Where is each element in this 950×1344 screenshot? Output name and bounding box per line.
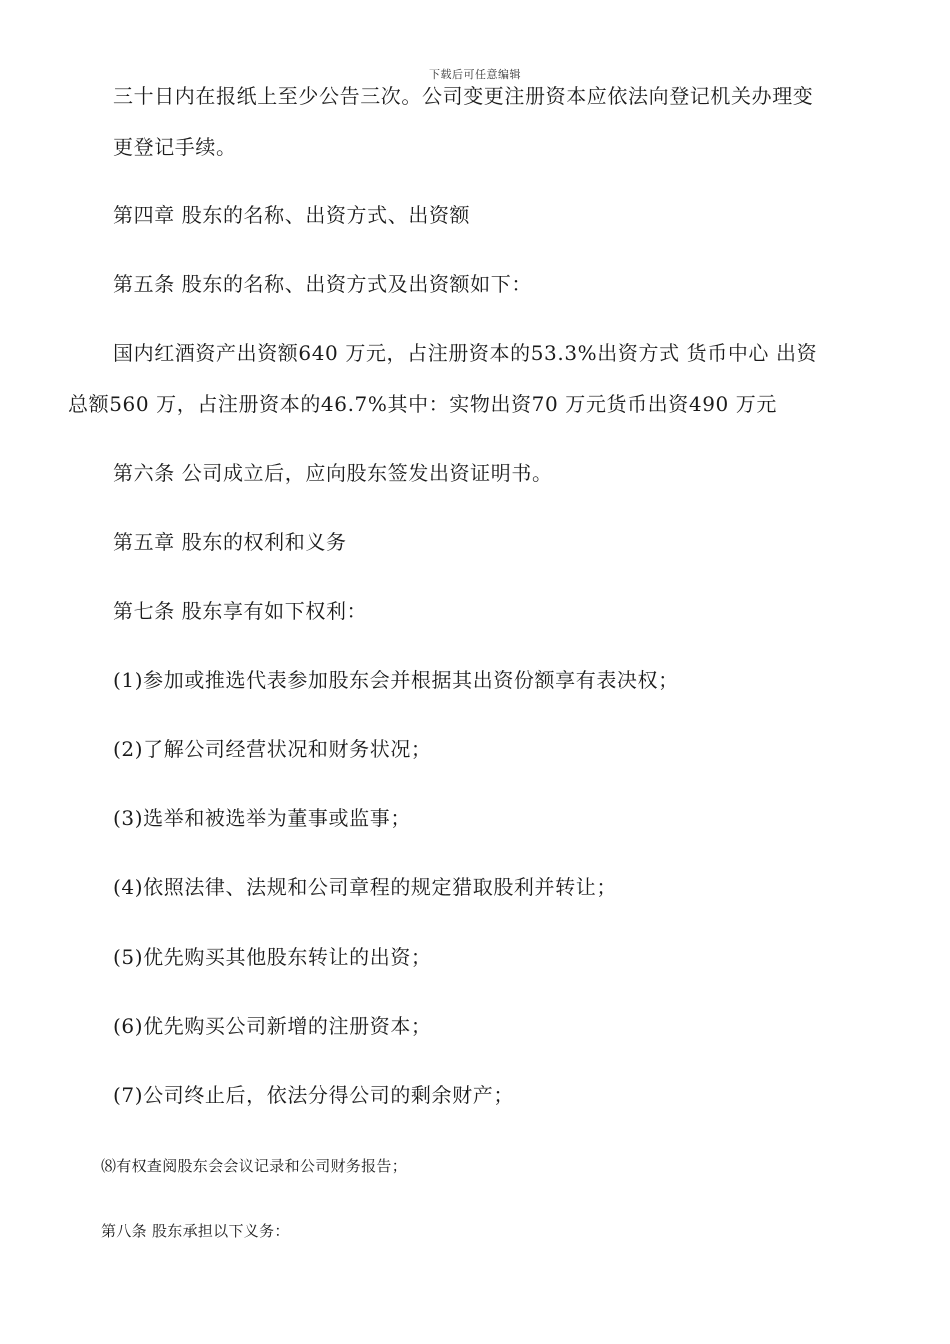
header-note: 下载后可任意编辑 [429,68,521,81]
list-item: (7)公司终止后，依法分得公司的剩余财产； [113,1083,514,1107]
list-item: (3)选举和被选举为董事或监事； [113,806,411,830]
list-item: (1)参加或推选代表参加股东会并根据其出资份额享有表决权； [113,668,679,692]
paragraph-line: 三十日内在报纸上至少公告三次。公司变更注册资本应依法向登记机关办理变 [113,84,814,108]
list-item: (4)依照法律、法规和公司章程的规定猎取股利并转让； [113,875,617,899]
article-heading: 第六条 公司成立后，应向股东签发出资证明书。 [113,461,553,485]
paragraph-line: 国内红酒资产出资额640 万元，占注册资本的53.3%出资方式 货币中心 出资 [113,341,818,365]
chapter-heading: 第四章 股东的名称、出资方式、出资额 [113,203,471,227]
paragraph-line: 总额560 万，占注册资本的46.7%其中：实物出资70 万元货币出资490 万元 [68,392,778,416]
paragraph-line: 更登记手续。 [113,135,237,159]
list-item: ⑻有权查阅股东会会议记录和公司财务报告； [101,1157,408,1175]
chapter-heading: 第五章 股东的权利和义务 [113,530,347,554]
article-heading: 第五条 股东的名称、出资方式及出资额如下： [113,272,532,296]
article-heading: 第七条 股东享有如下权利： [113,599,368,623]
list-item: (6)优先购买公司新增的注册资本； [113,1014,432,1038]
article-heading: 第八条 股东承担以下义务： [101,1222,290,1240]
list-item: (5)优先购买其他股东转让的出资； [113,945,432,969]
list-item: (2)了解公司经营状况和财务状况； [113,737,432,761]
